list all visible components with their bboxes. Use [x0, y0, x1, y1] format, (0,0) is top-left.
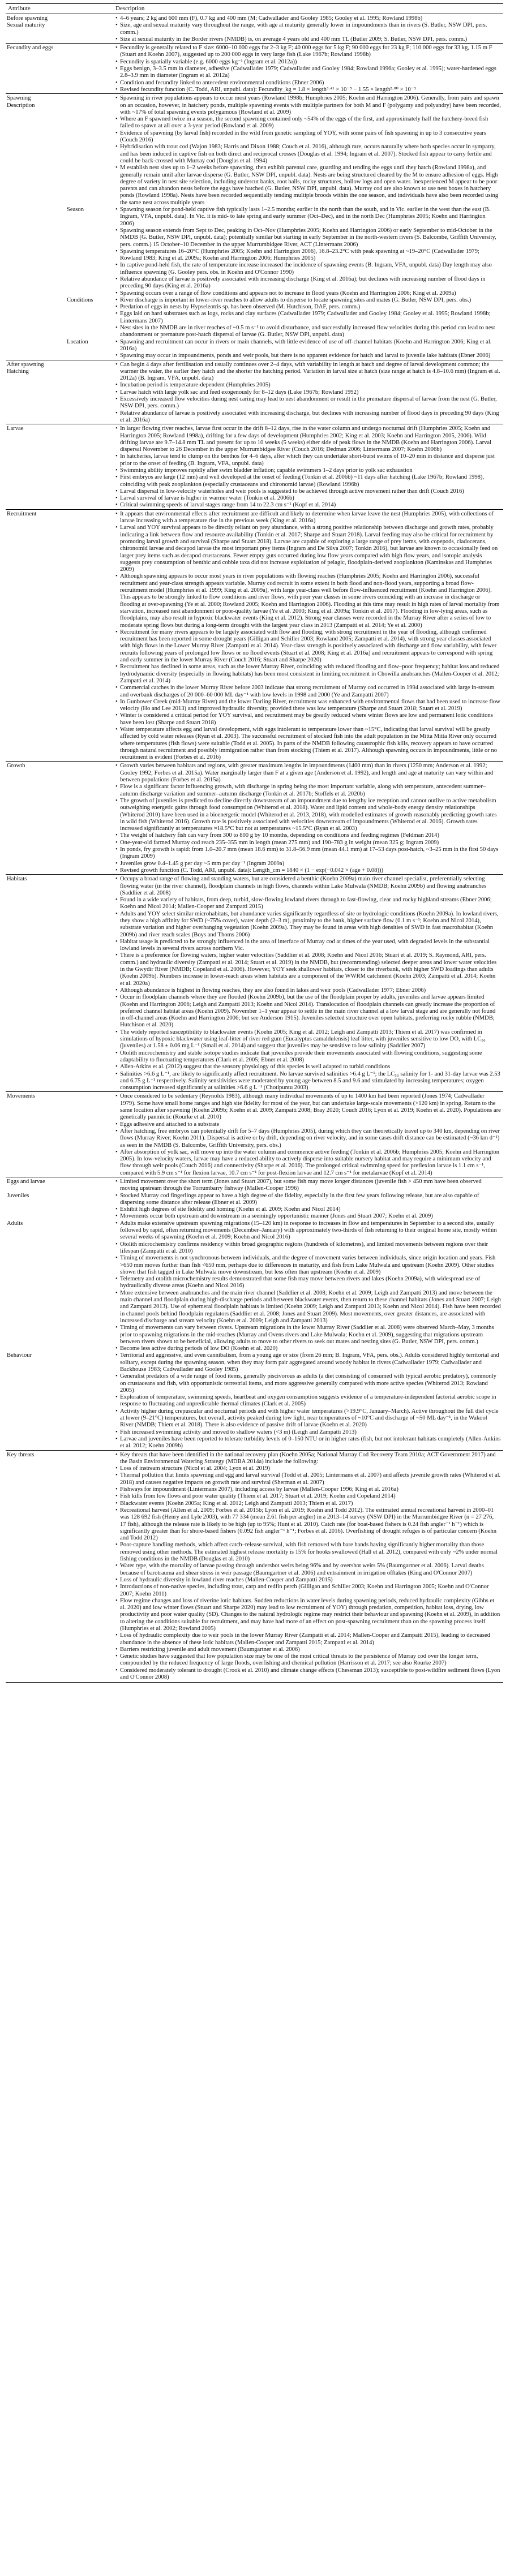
description-cell [113, 875, 503, 1092]
description-item: • Swimming ability improves rapidly after swim bladder inflation; capable swimmers 1–2 days prior to yolk sac exhaustion [115, 467, 501, 474]
attribute-cell [6, 207, 66, 297]
description-item: • First embryos are large (12 mm) and well developed at the onset of feeding (Tonkin et al. 2006b) ~11 days after hatching (Lake 1967b; Rowland 1998), coinciding with peak zooplankton (especially crustaceans and chironomid larvae) (Rowland 1996b) [115, 474, 501, 488]
description-item: • Size at sexual maturity in the Border rivers (NMDB) is, on average 4 years old and 400 mm TL (Butler 2009; S. Butler, NSW DPI, pers. comm.) [115, 36, 501, 43]
sub-attribute-cell [66, 509, 113, 762]
description-item: • Key threats that have been identified in the national recovery plan (Koehn 2005a; National Murray Cod Recovery Team 2010a; ACT Government 2017) and the Basin Environmental Watering Strategy (MDBA 2014a) include the following: [115, 1452, 501, 1466]
description-item: • Predation of eggs in nests by Hypseleotris sp. has been observed (M. Hutchison, DAF, pers. comm.) [115, 304, 501, 311]
description-item: • Exploration of temperature, swimming speeds, heartbeat and oxygen consumption suggests evidence of a temperature-independent factorial aerobic scope in response to fluctuating and unpredictable thermal climates (Clark et al. 2005) [115, 1394, 501, 1408]
description-item: • It appears that environmental effects after recruitment are difficult and likely to determine when larvae leave the nest (Humphries 2005), with collections of larvae increasing with a temperature rise in the previous week (King et al. 2016a) [115, 511, 501, 525]
sub-attribute-cell [66, 1352, 113, 1450]
description-item: • Otolith microchemistry confirms residency within broad geographic regions (hundreds of kilometres), and limited movements between regions over their lifespan (Zampatti et al. 2010) [115, 1241, 501, 1255]
description-item: • Spawning may occur in impoundments, ponds and weir pools, but there is no apparent evidence for hatch and larval to juvenile lake habitats (Ebner 2006) [115, 352, 501, 359]
description-cell [113, 1177, 503, 1192]
sub-attribute-cell [66, 14, 113, 44]
sub-attribute-cell [66, 1092, 113, 1177]
description-item: • The widely reported susceptibility to blackwater events (Koehn 2005; King et al. 2012; Leigh and Zampatti 2013; Thiem et al. 2017) was confirmed in simulations of hypoxic blackwater using leaf-litter of river red gum (Eucalyptus camaldulensis) leaf litter, with juveniles sensitive to low DO, with LC₅₀ (juveniles) at 1.58 ± 0.06 mg L⁻¹ (Small et al. 2014) and suggest that juveniles may be sensitive to low salinity (Saddlier 2007) [115, 1029, 501, 1050]
attribute-cell: After spawning Hatching [6, 360, 66, 424]
description-cell [113, 1352, 503, 1450]
description-item: • Critical swimming speeds of larval stages range from 14 to 22.3 cm s⁻¹ (Kopf et al. 2014) [115, 502, 501, 509]
table-row [6, 1193, 503, 1220]
header-attribute: Attribute [6, 4, 66, 14]
description-item: • Growth varies between habitats and regions, with greater maximum lengths in impoundments (1400 mm) than in rivers (1250 mm; Anderson et al. 1992; Gooley 1992; Forbes et al. 2015a). Water marginally larger than F at a given age (Anderson et al. 1992), and length and age at maturity can vary within and between populations (Forbes et al. 2015a) [115, 763, 501, 784]
description-item: • Spawning and recruitment can occur in rivers or main channels, with little evidence of use of off-channel habitats (Koehn and Harrington 2006; King et al. 2016a) [115, 339, 501, 353]
attribute-cell: Key threats [6, 1450, 66, 1683]
attribute-cell: Recruitment [6, 509, 66, 762]
description-item: • Eggs laid on hard substrates such as logs, rocks and clay surfaces (Cadwallader 1979; Cadwallader and Gooley 1984; Gooley et al. 1995; Rowland 1998b; Lintermans 2007) [115, 311, 501, 325]
attribute-cell [6, 339, 66, 360]
description-item: • Otolith microchemistry and stable isotope studies indicate that juveniles provide their movements associated with flowing conditions, suggesting some adaptability to fluctuating temperatures (Clark et al. 2005; Ebner et al. 2008) [115, 1050, 501, 1064]
attribute-cell: Eggs and larvae [6, 1177, 66, 1192]
description-item: • Allen-Atkins et al. (2012) suggest that the sensory physiology of this species is well adapted to turbid conditions [115, 1064, 501, 1070]
description-item: • Eggs adhesive and attached to a substrate [115, 1121, 501, 1128]
description-item: • Found in a wide variety of habitats, from deep, turbid, slow-flowing lowland rivers through to fast-flowing, clear and rocky highland streams (Ebner 2006; Koehn and Nicol 2014; Mallen-Cooper and Zampatti 2015) [115, 897, 501, 911]
description-item: • Juveniles grow 0.4–1.45 g per day ~5 mm per day⁻¹ (Ingram 2009a) [115, 861, 501, 867]
sub-attribute-cell [66, 44, 113, 94]
sub-attribute-cell [66, 1220, 113, 1353]
description-item: • Spawning occurs over a range of flow conditions and appears not to increase in flood years (Koehn and Harrington 2006; King et al. 2009a) [115, 290, 501, 297]
description-item: • The weight of hatchery fish can vary from 300 to 800 g by 10 months, depending on conditions and feeding regimes (Feldman 2014) [115, 832, 501, 839]
table-row [6, 1450, 503, 1683]
description-item: • Fish increased swimming activity and moved to shallow waters (<3 m) (Leigh and Zampatti 2013) [115, 1429, 501, 1436]
description-item: • Larval and YOY survival appears to be directly reliant on prey abundance, with a strong positive relationship between discharge and growth rates, probably indicating a link between flow and resource availability (Tonkin et al. 2017; Sharpe and Stuart 2018). Larval feeding may also be critical for recruitment by promoting larval growth and survival (Sharpe and Stuart 2018). Larvae are capable of exploring a large range of prey items, with copepods, cladocerans, chironomid larvae and decapod larvae the most important prey items (Ingram and De Silva 2007; Tonkin 2016), but larvae are known to occasionally feed on larger prey items such as decapod crustaceans. Fewer empty guts occurred during low flow years compared with high flow years, and isotopic analysis suggests prey consumption of benthic and cobble taxa did not increase exploitation of pelagic, floodplain-derived zooplankton (Kaminskas and Humphries 2009) [115, 524, 501, 573]
description-item: • Thermal pollution that limits spawning and egg and larval survival (Todd et al. 2005; Lintermans et al. 2007) and affects juvenile growth rates (Whiterod et al. 2018) and causes negative impacts on growth rate and survival (Sherman et al. 2007) [115, 1472, 501, 1486]
description-item: • Where an F spawned twice in a season, the second spawning contained only ~54% of the eggs of the first, and approximately half the hatchery-breed fish failed to spawn at all over a 3-year period (Rowland et al. 2009) [115, 116, 501, 130]
description-item: • Spawning season extends from Sept to Dec, peaking in Oct–Nov (Humphries 2005; Koehn and Harrington 2006) or early September to mid-October in the NMDB (G. Butler, NSW DPI, unpubl. data); potentially similar but starting in early September in the north-western rivers (S. Balcombe, Griffith University, pers. comm.) 15 October–10 December in the upper Murrumbidgee River, ACT (Lintermans 2006) [115, 227, 501, 248]
description-item: • Although abundance is highest in flowing reaches, they are also found in lakes and weir pools (Cadwallader 1977; Ebner 2006) [115, 987, 501, 994]
description-item: • Nest sites in the NMDB are in river reaches of ~0.5 m s⁻¹ to avoid disturbance, and successfully increased flow velocities during this period can lead to nest abandonment or premature post-hatch dispersal of larvae (G. Butler, NSW DPI, unpubl. data) [115, 325, 501, 339]
description-item: • Considered moderately tolerant to drought (Crook et al. 2010) and climate change effects (Chessman 2013); susceptible to post-wildfire sediment flows (Lyon and O'Connor 2008) [115, 1667, 501, 1682]
description-item: • There is a preference for flowing waters, higher water velocities (Saddlier et al. 2008; Koehn and Nicol 2016; Stuart et al. 2019; S. Raymond, ARI, pers. comm.) and hydraulic diversity (Zampatti et al. 2014; Stuart et al. 2019) in the NMDB, but (recommending) selected deeper areas and lower water velocities in the Gwydir River (NMDB; Copeland et al. 2006). However, YOY seek shallower habitats, closer to the riverbank, with higher SWD loadings than adults (Koehn 2009b). Numbers increase in lower-reach areas when habitats are a component of the WWRM catchment (Koehn 2003; Zampatti et al. 2014; Koehn et al. 2020a) [115, 952, 501, 987]
description-item: • Once considered to be sedentary (Reynolds 1983), although many individual movements of up to 1400 km had been reported (Jones 1974; Cadwallader 1979). Some have small home ranges and high site fidelity for most of the year, but can undertake large-scale movements (>120 km) in spring. Return to the same location after spawning (Koehn 2009b; Koehn et al. 2009; Zampatti 2008; Bray 2020; Couch 2016; Lyon et al. 2019; Koehn et al. 2020). Populations are genetically panmictic (Rourke et al. 2010) [115, 1093, 501, 1121]
description-item: • Spawning in river populations appears to occur most years (Rowland 1998b; Humphries 2005; Koehn and Harrington 2006). Generally, from pairs and spawn on an occasion, however, in hatchery ponds, multiple spawning events with multiple partners for both M and F (polygamy and polyandry) have been recorded, with ~17% of total spawning events polygamous (Rowland et al. 2009) [115, 95, 501, 116]
sub-attribute-cell [66, 1450, 113, 1683]
table-row [6, 297, 503, 339]
description-item: • Larvae and juveniles have been reported to tolerate turbidity levels of 0–150 NTU or in higher rates (fish, but not intolerant habitats completely (Allen-Ankins et al. 2012; Koehn 2009b) [115, 1436, 501, 1450]
description-item: • After absorption of yolk sac, will move up into the water column and commence active feeding (Tonkin et al. 2006b; Humphries 2005; Koehn and Harrington 2005). In low-velocity waters, larvae may have a reduced ability to actively disperse into suitable nursery habitat and may require a minimum velocity and flow through weir pools (Couch 2016) and connectivity (Sharpe et al. 2016). The prolonged critical swimming speed for preflexion larvae is 1.1 cm s⁻¹, compared with 5.9 cm s⁻¹ for flexion larvae, 10.7 cm s⁻¹ for post-flexion larvae and 12.7 cm s⁻¹ for metalarvae (Kopf et al. 2014) [115, 1149, 501, 1177]
description-item: • In captive pond-held fish, the rate of temperature increase increased the incidence of spawning events (B. Ingram, VFA, unpubl. data) Day length may also influence spawning (G. Gooley pers. obs. in Koehn and O'Connor 1990) [115, 262, 501, 276]
description-item: • Loss of hydraulic complexity due to weir pools in the lower Murray River (Zampatti et al. 2014; Mallen-Cooper and Zampatti 2015), leading to decreased abundance in the absence of these lotic habitats (Mallen-Cooper and Zampatti 2015; Zampatti et al. 2014) [115, 1632, 501, 1646]
description-item: • Occur in floodplain channels where they are flooded (Koehn 2009b), but the use of the floodplain proper by adults, juveniles and larvae appears limited (Koehn and Harrington 2006; Leigh and Zampatti 2013; Koehn and Nicol 2014). Translocation of floodplain channels can greatly increase the proportion of preferred channel habitat areas (Koehn 2009). November 1–1 year appear to settle in the main river channel at a low larval stage and are generally not found in off-channel areas (Koehn and Harrington 2006; but see Anderson 1915). Juveniles selected structure over open habitats, preferring rocky rubble (NMDB; Hutchison et al. 2020) [115, 994, 501, 1029]
description-item: • Can begin 4 days after fertilisation and usually continues over 2–4 days, with variability in length at hatch and degree of larval development common; the warmer the water, the earlier they hatch and the shorter the hatching period. Variation in larval size at hatch (size range at hatch is 4.8–10.6 mm) (Ingram et al. 2012a) (B. Ingram, VFA, unpubl. data) [115, 362, 501, 382]
sub-attribute-cell [66, 424, 113, 510]
description-item: • Evidence of spawning (by larval fish) recorded in the wild from genetic sampling of YOY, with some pairs of fish spawning in up to 3 consecutive years (Couch 2016) [115, 130, 501, 144]
description-item: • Larval dispersal in low-velocity waterholes and weir pools is suggested to be achieved through active movement rather than drift (Couch 2016) [115, 488, 501, 495]
description-item: • Blackwater events (Koehn 2005a; King et al. 2012; Leigh and Zampatti 2013; Thiem et al. 2017) [115, 1500, 501, 1507]
description-item: • Generalist predators of a wide range of food items, generally piscivorous as adults (a diet consisting of consumed with typical aerobic predatory), commonly on crustaceans and fish, with opportunistic terrestrial items, and more aggressive generally compared with more active species (Whiterod 2013; Rowland 2005) [115, 1373, 501, 1394]
description-cell [113, 339, 503, 360]
description-item: • Adults and YOY select similar microhabitats, but abundance varies significantly regardless of site or hydrologic conditions (Koehn 2009a). In lowland rivers, they show a high affinity for SWD (~75% cover), water depth (2–3 m), proximity to the bank, higher surface flow (0.1 m s⁻¹; Koehn and Nicol 2014), substrate variation and higher overhanging vegetation (Koehn 2009a). They may be found in areas with high densities of SWD in fast macrohabitat (Koehn 2009b) and river reach scales (Boys and Thoms 2006) [115, 911, 501, 939]
description-item: • In hatcheries, larvae tend to clump on the benthos for 4–6 days, after which they can undertake short-burst swims of 10–20 min in distance and disperse just prior to the onset of feeding (B. Ingram, VFA, unpubl. data) [115, 453, 501, 467]
attribute-cell: Movements [6, 1092, 66, 1177]
description-item: • In ponds, fry growth is rapid: from 1.0–20.7 mm (mean 18.6 mm) to 31.8–56.9 mm (mean 44.1 mm) at 17–53 days post-hatch, ~3–25 mm in the first 50 days (Ingram 2009) [115, 846, 501, 861]
attribute-cell: Growth [6, 762, 66, 875]
description-item: • Fishways for impoundment (Lintermans 2007), including access by larvae (Mallen-Cooper 1996; King et al. 2016a) [115, 1486, 501, 1493]
attribute-cell: Fecundity and eggs [6, 44, 66, 94]
description-item: • In Gunbower Creek (mid-Murray River) and the lower Darling River, recruitment was enhanced with environmental flows that had been used to increase flow velocity (Ho and Lee 2013) and improved hydraulic diversity, provided there was low temperature (Sharpe and Stuart 2018; Stuart et al. 2019) [115, 699, 501, 713]
sub-attribute-cell [66, 1193, 113, 1220]
description-item: • Limited movement over the short term (Jones and Stuart 2007), but some fish may move longer distances (juvenile fish > 450 mm have been observed moving upstream through the Torrumbarry fishway (Mallen-Cooper 1996) [115, 1179, 501, 1193]
description-cell [113, 44, 503, 94]
description-item: • Occupy a broad range of flowing and standing waters, but are considered a benthic (Koehn 2009a) main river channel specialist, preferentially selecting flowing water (in the river channel), floodplain channels in high flows, channels within Lake Mulwala (NMDB; Koehn 2009b) and flowing anabranches (Saddlier et al. 2008) [115, 876, 501, 897]
description-item: • Fecundity is generally related to F size: 6000–10 000 eggs for 2–3 kg F; 40 000 eggs for 5 kg F; 90 000 eggs for 23 kg F; 110 000 eggs for 33 kg, 1.15 m F (Stuart and Koehn 2007), suggested up to 200 000 eggs in very large fish (Lake 1967b; Rowland 1998b) [115, 45, 501, 59]
sub-attribute-cell [66, 94, 113, 207]
description-item: • Loss of hydraulic diversity in lowland river reaches (Mallen-Cooper and Zampatti 2015) [115, 1577, 501, 1584]
description-item: • Timing of movements can vary between rivers. Upstream migrations in the lower Murray River (Saddlier et al. 2008) were observed March–May, 3 months prior to spawning migrations in the mid-reaches (Murray and Ovens rivers and Lake Mulwala; Koehn et al. 2009), suggesting that migrations upstream between rivers shown to be beneficial, allowing adults to move to other rivers to seek out mates and nesting sites (G. Butler, NSW DPI, pers. comm.) [115, 1324, 501, 1345]
attribute-cell: Habitats [6, 875, 66, 1092]
table-row [6, 762, 503, 875]
table-row [6, 14, 503, 44]
description-item: • Timing of movements is not synchronous between individuals, and the degree of movement varies between individuals, since origin location and years. Fish >650 mm moves further than fish <650 mm, perhaps due to differences in maturity, and fish from Lake Mulwala and upstream (Koehn 2009). Other studies shown that fish tagged in Lake Mulwala move downstream, but less often than upstream (Koehn et al. 2009) [115, 1255, 501, 1276]
header-description: Description [113, 4, 503, 14]
attribute-cell: Behaviour [7, 1352, 32, 1359]
sub-attribute-cell [66, 360, 113, 424]
description-cell [113, 424, 503, 510]
description-item: • 4–6 years; 2 kg and 600 mm (F), 0.7 kg and 400 mm (M; Cadwallader and Gooley 1985; Gooley et al. 1995; Rowland 1998b) [115, 15, 501, 22]
table-row [6, 339, 503, 360]
description-item: • The growth of juveniles is predicted to decline directly downstream of an impoundment due to lengthy ice reception and cannot outlive to active metabolism outweighing energetic gains through food consumption (Whiterod et al. 2018). Water and lipid content and whole-body energy density relationships (Whiterod 2010) have been used in a bioenergetic model (Whiterod et al. 2013, 2018), with modelled estimates of growth reasonably predicting growth rates in wild fish (Whiterod 2016). Growth rate is positively associated with velocities downstream of impoundments (Whiterod et al. 2016). Growth rates increased significantly at temperatures ≈18.5°C but not at temperatures ~15.5°C (Ryan et al. 2003) [115, 798, 501, 832]
description-item: • Water temperature affects egg and larval development, with eggs intolerant to temperature lower than ~15°C, indicating that larval survival will be greatly affected by cold water releases (Ryan et al. 2003). The successful recruitment of stocked fish into the adult population in the Mitta Mitta River only occurred where temperatures (fish flows) were suitable (Todd et al. 2005). In parts of the NMDB following catastrophic fish kills, recovery appears to have occurred through natural recruitment and possibly immigration rather than from stocking (Thiem et al. 2017). Although spawning occurs in impoundments, little or no recruitment is evident (Forbes et al. 2016) [115, 726, 501, 761]
description-item: • Barriers restricting juvenile and adult movement (Baumgartner et al. 2006) [115, 1646, 501, 1653]
description-item: • Habitat usage is predicted to be strongly influenced in the area of interface of Murray cod at times of the year used, with degraded levels in the substantial lowland levels in several rivers across northern Vic. [115, 939, 501, 953]
description-item: • Although spawning appears to occur most years in river populations with flowing reaches (Humphries 2005; Koehn and Harrington 2006), successful recruitment and year-class strength appears variable. Murray cod recruit in some extent in both flood and non-flood years, supporting a broad flow-recruitment model (Humphries et al. 1999; King et al. 2009a), with large year-class well before flow-influenced recruitment (Koehn and Harrington 2006). This appears to be strongly linked to flow conditions and river flows, with poor year classes in some rivers coinciding with an increase in discharge or flooding at over-spawning (Ye et al. 2000; Rowland 2005; Koehn and Harrington 2006). Flooding at this time may result in high rates of larval mortality from starvation, increased nest abandonment or poor-quality larvae (Ye et al. 2000; King et al. 2009a; Tonkin et al. 2017). Flooding in low-lying areas, such as floodplains, may also result in hypoxic blackwater events (King et al. 2012). Strong year classes were recorded in the Murray River after a series of low to moderate spring flows but during a long-term drought with the largest year class in 2013 (Zampatti et al. 2014; Ye et al. 2000) [115, 573, 501, 629]
attribute-cell: Before spawning Sexual maturity [7, 15, 48, 29]
description-item: • Become less active during periods of low DO (Koehn et al. 2020) [115, 1345, 501, 1352]
description-item: • Condition and fecundity linked to antecedent environmental conditions (Ebner 2006) [115, 80, 501, 87]
description-item: • Larval survival of larvae is higher in warmer water (Tonkin et al. 2006b) [115, 495, 501, 502]
description-item: • Activity higher during crepuscular and nocturnal periods and with higher water temperatures (>19.9°C, January–March). Active throughout the full diel cycle at lower (9–21°C) temperatures, but overall, activity peaked during low light, near temperatures of ~10°C and discharge of ~50 ML day⁻¹, in the Wakool River (NMDB; Thiem et al. 2018). There is also evidence of passive drift of larvae (Koehn et al. 2020) [115, 1408, 501, 1429]
description-item: • Recreational harvest (Allen et al. 2009; Forbes et al. 2015b; Lyon et al. 2019; Koehn and Todd 2012). The estimated annual recreational harvest in 2000–01 was 128 692 fish (Henry and Lyle 2003), with 77 334 (mean 2.61 fish per angler) in a 2013–14 survey (NSW DPI) in the Murrumbidgee River (n = 27 276, 17 fish), although the release rate is likely to be high (up to 95%; Hunt et al. 2010). Catch rate (for boat-based fishers is 0.24 fish angler⁻¹ h⁻¹) which is significantly greater than for shore-based fishers (0.092 fish angler⁻¹ h⁻¹; Forbes et al. 2016). Overfishing of drought refuges is of particular concern (Koehn and Todd 2012) [115, 1507, 501, 1542]
description-item: • Exhibit high degrees of site fidelity and homing (Koehn et al. 2009; Koehn and Nicol 2014) [115, 1206, 501, 1213]
description-cell [113, 1193, 503, 1220]
description-item: • River discharge is important in lower-river reaches to allow adults to disperse to locate spawning sites and mates (G. Butler, NSW DPI, pers. obs.) [115, 297, 501, 304]
attribute-cell: Larvae [6, 424, 66, 510]
table-row [6, 1092, 503, 1177]
description-item: • Poor-capture handling methods, which affect catch–release survival, with fish removed with bare hands having significantly higher mortality than those removed using other methods. The estimated highest release mortality is 15% for hooks swallowed (Hall et al. 2012), compared with only ~2% under normal fishing conditions in the NMDB (Douglas et al. 2010) [115, 1542, 501, 1563]
description-item: • Spawning temperatures 16–20°C (Humphries 2005; Koehn and Harrington 2006), 16.8–23.2°C with peak spawning at ~19–20°C (Cadwallader 1979; Rowland 1983; King et al. 2009a; Koehn and Harrington 2006; Humphries 2005) [115, 248, 501, 263]
table-row [6, 509, 503, 762]
description-cell [113, 94, 503, 207]
description-item: • Loss of instream structure (Nicol et al. 2004; Lyon et al. 2019) [115, 1465, 501, 1472]
description-cell [113, 509, 503, 762]
description-item: • More extensive between anabranches and the main river channel (Saddlier et al. 2008; Koehn et al. 2009; Leigh and Zampatti 2013) and move between the main channel and floodplain during high-discharge periods and between blackwater events, then return to these channel habitats (Jones and Stuart 2007; Leigh and Zampatti 2013). Use of ephemeral floodplain habitats is limited (Koehn 2009; Leigh and Zampatti 2013; Koehn and Nicol 2014). Fish have been recorded in channel pools behind floodplain regulators (Saddlier et al. 2008; Jones and Stuart 2009). Most movements, over greater distances, are associated with increased discharge and stream velocity (Koehn et al. 2009; Leigh and Zampatti 2013) [115, 1290, 501, 1324]
attribute-cell: Spawning Description [6, 94, 66, 207]
description-cell [113, 1220, 503, 1353]
table-body [6, 14, 503, 1683]
attribute-cell: Adults [7, 1220, 23, 1227]
description-item: • Fish kills from low flows and poor water quality (Thiem et al. 2017; Stuart et al. 2019; Koehn and Copeland 2014) [115, 1493, 501, 1500]
description-cell [113, 762, 503, 875]
description-item: • Larvae hatch with large yolk sac and feed exogenously for 8–12 days (Lake 1967b; Rowland 1992) [115, 389, 501, 396]
description-item: • Size, age and sexual maturity vary throughout the range, with age at maturity generally lower in impoundments than in rivers (S. Butler, NSW DPI, pers. comm.) [115, 22, 501, 36]
description-item: • Excessively increased flow velocities during nest caring may lead to nest abandonment or result in the premature dispersal of larvae from the nest (G. Butler, NSW DPI, pers. comm.) [115, 396, 501, 410]
description-item: • Relative abundance of larvae is positively associated with increasing discharge (King et al. 2016a); but declines with increasing number of flood days in preceding 90 days (King et al. 2016a) [115, 276, 501, 290]
description-item: • Relative abundance of larvae is positively associated with increasing discharge, but declines with increasing number of flood days in preceding 90 days (King et al. 2016a) [115, 410, 501, 424]
table-row [6, 1352, 503, 1450]
description-item: • Spawning season for pond-held captive fish typically lasts 1–2.5 months; earlier in the north than the south, and in Vic. earlier in the west than the east (B. Ingram, VFA, unpubl. data). In Vic. it is mid- to late spring and early summer (Oct–Dec), and in the north Dec (Humphries 2005; Koehn and Harrington 2006) [115, 207, 501, 227]
table-row [6, 94, 503, 207]
description-item: • Genetic studies have suggested that low population size may be one of the most critical threats to the persistence of Murray cod over the longer term, compounded by the reduced frequency of large floods, overfishing and chemical pollution (Harrisson et al. 2017; see also Rourke 2007) [115, 1653, 501, 1667]
table-header [6, 4, 503, 14]
attribute-table [6, 3, 503, 1683]
description-item: • Flow is a significant factor influencing growth, with discharge in spring being the most important variable, along with temperature, antecedent summer–autumn discharge variation and summer–autumn discharge (Tonkin et al. 2017b; Stoffels et al. 2020b) [115, 784, 501, 798]
attribute-cell [6, 297, 66, 339]
description-item: • Winter is considered a critical period for YOY survival, and recruitment may be greatly reduced where winter flows are low and permanent lotic conditions have been lost (Sharpe and Stuart 2018) [115, 712, 501, 726]
description-cell [113, 360, 503, 424]
description-item: • Stocked Murray cod fingerlings appear to have a high degree of site fidelity, especially in the first few years following release, but are also capable of dispersing some distance after release (Ebner et al. 2009) [115, 1193, 501, 1207]
sub-attribute-cell: Season [67, 207, 84, 213]
description-item: • Incubation period is temperature-dependent (Humphries 2005) [115, 382, 501, 389]
description-item: • Recruitment for many rivers appears to be largely associated with flow and flooding, with strong recruitment in the year of flooding, although confirmed recruitment has been reported in some drought years (Gilligan and Schiller 2003; Rowland 2005; Zampatti et al. 2014), with strong year classes associated with high flows in the Lower Murray River (Zampatti et al. 2014). Year-class strength is positively associated with discharge and flow variability, with fewer recruits following years of prolonged low flows or no flood events (Stuart et al. 2008; King et al. 2016a) and recruitment appears to correspond with spring and early summer in the lower Murray River (Couch 2016; Stuart and Sharpe 2020) [115, 629, 501, 664]
description-cell [113, 207, 503, 297]
sub-attribute-cell [66, 875, 113, 1092]
table-row [6, 875, 503, 1092]
description-item: • M establish nest sites up to 1–2 weeks before spawning, then exhibit parental care, guarding and tending the eggs until they hatch (Rowland 1998a), and generally remain until after larvae disperse (G. Butler, NSW DPI, unpubl. data). Nests are being structured cleared by the M to ensure adhesion of eggs. High degree of variety in nest site selection, including undercut banks, root balls, rocky structures, hollow logs and open water. Inexperienced M appear to be poor parents and can abandon nests before the eggs have hatched (G. Butler, NSW DPI, unpubl. data). Murray cod are also known to use nest boxes in hatchery ponds (Rowland 1998a). Nests have been recorded sequentially tending multiple broods within the one season, and individuals have also been recorded using the same nest across multiple years [115, 165, 501, 207]
description-item: • Salinities >6.6 g L⁻¹, are likely to significantly affect recruitment. No larvae survived salinities >6.4 g L⁻¹; the LC₅₀ salinity for 1- and 31-day larvae was 2.53 and 6.75 g L⁻¹ respectively. Salinity sensitivities were moderated by young age between 8.5 and 9.6 and stimulated by increasing temperatures; oxygen consumption increased significantly at salinities >6.6 g L⁻¹ (Chotipuntu 2003) [115, 1071, 501, 1092]
description-item: • After hatching, free embryos can potentially drift for 5–7 days (Humphries 2005), during which they can theoretically travel up to 340 km, depending on river flows (Murray River; Koehn 2011). Dispersal is active or by drift, depending on river velocity, and in some cases drift distance can be estimated (~36 km d⁻¹) as seen in the NMDB (S. Balcombe, Griffith University, pers. obs.) [115, 1128, 501, 1149]
table-row [6, 207, 503, 297]
sub-attribute-cell [66, 762, 113, 875]
sub-attribute-cell [66, 1177, 113, 1192]
table-row [6, 360, 503, 424]
description-item: • Introductions of non-native species, including trout, carp and redfin perch (Gilligan and Schiller 2003; Koehn and Harrington 2005; Koehn and O'Connor 2007; Koehn 2011) [115, 1584, 501, 1598]
description-cell [113, 1450, 503, 1683]
description-item: • Telemetry and otolith microchemistry results demonstrated that some fish may move between rivers and lakes (Koehn 2009a), with widespread use of hydraulically diverse areas (Koehn and Nicol 2016) [115, 1276, 501, 1290]
description-item: • Adults make extensive upstream spawning migrations (15–120 km) in response to increases in flow and temperatures in September to a second site, usually followed by rapid, often returning movements (December–January) with approximately two-thirds of fish returning to their original home site, mostly within several weeks of spawning (Koehn et al. 2009; Koehn and Nicol 2016) [115, 1220, 501, 1241]
description-cell [113, 297, 503, 339]
sub-attribute-cell: Conditions [67, 296, 93, 303]
table-row [6, 424, 503, 510]
description-item: • Revised fecundity function (C. Todd, ARI, unpubl. data): Fecundity_kg = 1.8 × length³·⁴¹ × 10⁻⁵ − 1.55 × length²·⁸⁰ × 10⁻³ [115, 87, 501, 93]
description-item: • Territorial and aggressive, and even cannibalism, from a young age or size (from 26 mm; B. Ingram, VFA, pers. obs.). Adults considered highly territorial and solitary, except during the spawning season, when they may form pair aggregated around woody habitat in rivers (Cadwallader 1979; Cadwallader and Backhouse 1983; Cadwallader and Gooley 1985) [115, 1352, 501, 1373]
description-cell [113, 1092, 503, 1177]
table-row [6, 1220, 503, 1353]
description-item: • Water type, with the mortality of larvae passing through undershot weirs being 96% and by overshot weirs 5% (Baumgartner et al. 2006). Larval deaths because of barotrauma and shear stress in weir passage (Baumgartner et al. 2006) and entrainment in irrigation offtakes (King and O'Connor 2007) [115, 1563, 501, 1577]
description-item: • Revised growth function (C. Todd, ARI, unpubl. data): Length_cm = 1840 × (1 − exp(−0.042 × (age + 0.08))) [115, 867, 501, 874]
sub-attribute-cell: Location [67, 338, 88, 345]
description-item: • Hybridisation with trout cod (Wajon 1983; Harris and Dixon 1988; Couch et al. 2016), although rare, occurs naturally where both species occur in sympatry, and has been induced in captive fish on both direct and reciprocal crosses (Douglas et al. 1994; Ingram et al. 2007). Stocked fish appear to carry fertile and could be back-crossed with Murray cod (Douglas et al. 1994) [115, 144, 501, 165]
description-item: • Fecundity is spatially variable (e.g. 6000 eggs kg⁻¹ (Ingram et al. 2012a)) [115, 59, 501, 66]
description-item: • In larger flowing river reaches, larvae first occur in the drift 8–12 days, rise in the water column and undergo nocturnal drift (Humphries 2005; Koehn and Harrington 2005; Rowland 1998a), drifting for a few days of development (Humphries 2002; King et al. 2003; Koehn and Harrington 2005, 2006). Wild drifting larvae are 9.7–14.8 mm TL and present for up to 10 weeks (5 weeks) either side of peak flows in the NMDB (Koehn and Harrington 2006). Larval dispersal November to 26 December in the upper Murrumbidgee River (Couch 2016; Dedman 2006; Lintermans 2007; Koehn 2006b) [115, 425, 501, 453]
description-item: • Flow regime changes and loss of riverine lotic habitats. Sudden reductions in water levels during spawning periods, reduced hydraulic complexity (Gibbs et al. 2020) and low winter flows (Stuart and Sharpe 2020) may lead to low recruitment of YOY) through predation, competition, habitat loss, drying, low productivity and poor water quality (SD). Changes to the natural hydrologic regime may restrict their behaviour and spawning (Koehn et al. 2009), in addition to altering the conditions suitable for recruitment, and may have had more of an effect on post-spawning recruitment than on the spawning process itself (Humphries et al. 2002; Rowland 2005) [115, 1598, 501, 1632]
attribute-cell: Juveniles [7, 1192, 29, 1199]
description-item: • One-year-old farmed Murray cod reach 235–355 mm in length (mean 275 mm) and 190–783 g in weight (mean 325 g; Ingram 2009) [115, 840, 501, 846]
description-cell [113, 14, 503, 44]
description-item: • Commercial catches in the lower Murray River before 2003 indicate that strong recruitment of Murray cod occurred in 1994 associated with large in-stream and overbank discharges of 20 000–60 000 ML day⁻¹ with low levels in 1998 and 2000 (Ye and Zampatti 2007) [115, 685, 501, 699]
description-item: • Eggs benign, 3–3.5 mm in diameter, adhesive (Cadwallader 1979; Cadwallader and Gooley 1984; Rowland 1996a; Gooley et al. 1995); water-hardened eggs 2.8–3.9 mm in diameter (Ingram et al. 2012a) [115, 66, 501, 80]
table-row [6, 44, 503, 94]
description-item: • Recruitment has declined in some areas, such as the lower Murray River, coinciding with reduced flooding and flow–poor frequency; habitat loss and reduced hydrodynamic diversity (especially in flowing habitats) has been most consistent in limiting recruitment in Chowilla anabranches (Mallen-Cooper et al. 2012; Zampatti et al. 2014) [115, 664, 501, 685]
table-row [6, 1177, 503, 1192]
description-item: • Movements occur both upstream and downstream in a seemingly opportunistic manner (Jones and Stuart 2007; Koehn et al. 2009) [115, 1213, 501, 1220]
